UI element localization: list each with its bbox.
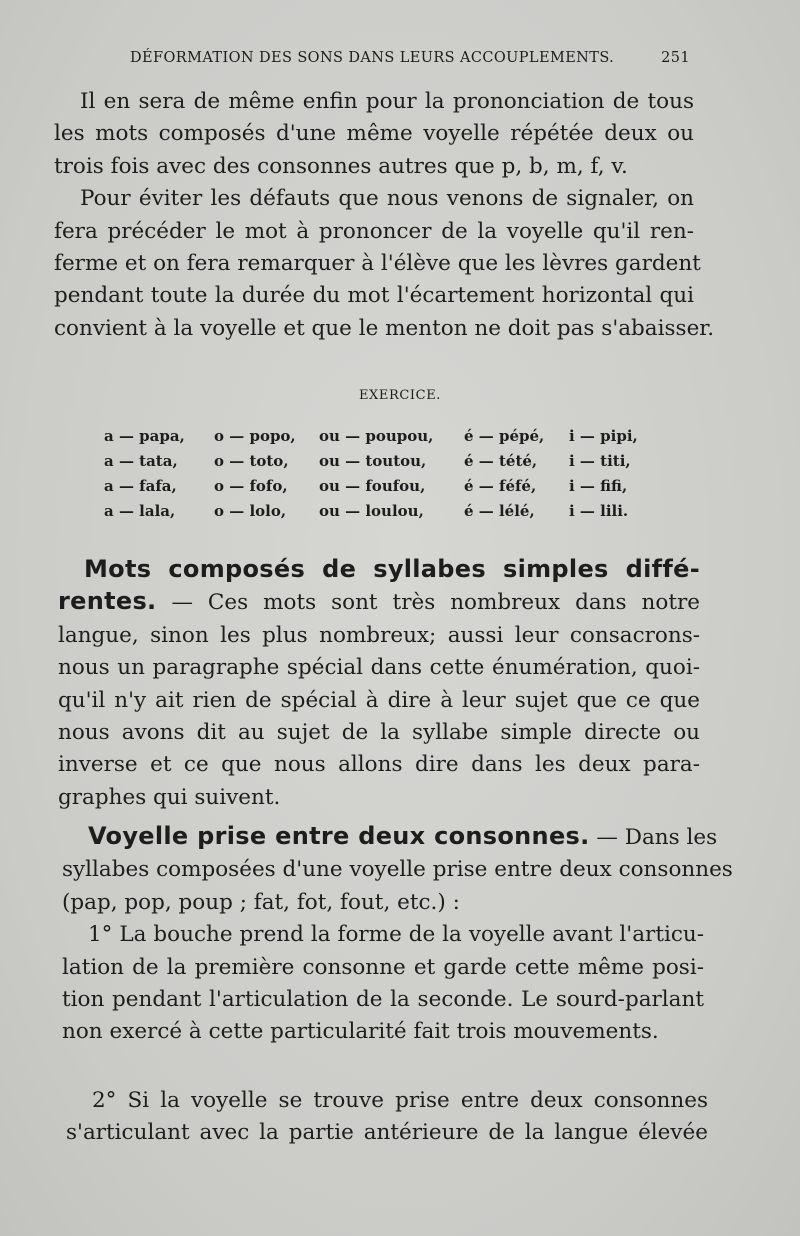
text-line: Pour éviter les défauts que nous venons de signaler, on bbox=[80, 186, 694, 212]
exercise-row bbox=[104, 499, 664, 524]
exercise-cell: o — lolo, bbox=[214, 502, 287, 520]
exercise-cell: é — lélé, bbox=[464, 502, 535, 520]
exercise-cell: i — lili. bbox=[569, 502, 629, 520]
exercise-cell: a — tata, bbox=[104, 452, 178, 470]
exercise-cell: é — pépé, bbox=[464, 427, 545, 445]
text-line: fera précéder le mot à prononcer de la voyelle qu'il ren- bbox=[54, 218, 694, 244]
text-line: (pap, pop, poup ; fat, fot, fout, etc.) : bbox=[62, 889, 460, 915]
exercise-cell: i — titi, bbox=[569, 452, 631, 470]
heading-rest: — Ces mots sont très nombreux dans notre bbox=[156, 590, 700, 616]
exercise-cell: a — lala, bbox=[104, 502, 176, 520]
text-line: ferme et on fera remarquer à l'élève que les lèvres gardent bbox=[54, 251, 701, 277]
exercise-cell: ou — loulou, bbox=[319, 502, 424, 520]
section-item-2 bbox=[66, 1085, 708, 1150]
text-line: graphes qui suivent. bbox=[58, 784, 281, 810]
text-line: langue, sinon les plus nombreux; aussi leur consacrons- bbox=[58, 622, 700, 648]
text-line: nous un paragraphe spécial dans cette énumération, quoi- bbox=[58, 655, 700, 681]
text-line: lation de la première consonne et garde cette même posi- bbox=[62, 954, 704, 980]
text-line: inverse et ce que nous allons dire dans les deux para- bbox=[58, 752, 700, 778]
text-line: les mots composés d'une même voyelle répétée deux ou bbox=[54, 121, 694, 147]
exercise-cell: ou — poupou, bbox=[319, 427, 434, 445]
text-line: s'articulant avec la partie antérieure de la langue élevée bbox=[66, 1120, 708, 1146]
section-heading: Mots composés de syllabes simples diffé- bbox=[84, 555, 700, 583]
exercise-cell: a — papa, bbox=[104, 427, 185, 445]
exercise-cell: o — fofo, bbox=[214, 477, 288, 495]
text-line: Il en sera de même enfin pour la prononciation de tous bbox=[80, 89, 694, 114]
page-number: 251 bbox=[661, 50, 690, 66]
text-line: syllabes composées d'une voyelle prise entre deux consonnes bbox=[62, 857, 733, 883]
text-line: convient à la voyelle et que le menton ne doit pas s'abaisser. bbox=[54, 315, 715, 341]
exercise-cell: i — pipi, bbox=[569, 427, 638, 445]
exercise-cell: a — fafa, bbox=[104, 477, 177, 495]
running-header bbox=[130, 50, 690, 66]
exercise-row bbox=[104, 424, 664, 449]
exercise-title: EXERCICE. bbox=[358, 388, 442, 403]
text-line: trois fois avec des consonnes autres que p, b, m, f, v. bbox=[54, 153, 628, 179]
section-heading-continued: rentes. bbox=[58, 587, 157, 616]
text-line: nous avons dit au sujet de la syllabe simple directe ou bbox=[58, 720, 700, 746]
exercise-cell: é — tété, bbox=[464, 452, 538, 470]
text-line: 1° La bouche prend la forme de la voyelle avant l'articu- bbox=[88, 922, 704, 948]
exercise-cell: é — féfé, bbox=[464, 477, 537, 495]
section-mots-composes bbox=[58, 553, 700, 814]
exercise-cell: i — fifi, bbox=[569, 477, 628, 495]
heading-rest: — Dans les bbox=[589, 825, 718, 850]
exercise-row bbox=[104, 474, 664, 499]
text-line: 2° Si la voyelle se trouve prise entre deux consonnes bbox=[92, 1088, 708, 1113]
text-line: non exercé à cette particularité fait trois mouvements. bbox=[62, 1019, 659, 1045]
exercise-cell: o — popo, bbox=[214, 427, 296, 445]
exercise-cell: o — toto, bbox=[214, 452, 289, 470]
text-line bbox=[62, 820, 718, 854]
exercise-cell: ou — toutou, bbox=[319, 452, 427, 470]
body-paragraphs-top bbox=[54, 86, 715, 345]
section-heading: Voyelle prise entre deux consonnes. bbox=[88, 822, 590, 850]
section-voyelle-consonnes bbox=[62, 820, 733, 1049]
exercise-cell: ou — foufou, bbox=[319, 477, 426, 495]
text-line: tion pendant l'articulation de la seconde. Le sourd-parlant bbox=[62, 987, 704, 1013]
text-line: qu'il n'y ait rien de spécial à dire à leur sujet que ce que bbox=[58, 687, 700, 713]
text-line: pendant toute la durée du mot l'écartement horizontal qui bbox=[54, 283, 694, 309]
text-line bbox=[58, 585, 700, 619]
exercise-table bbox=[104, 424, 664, 524]
running-title: DÉFORMATION DES SONS DANS LEURS ACCOUPLEMENTS. bbox=[130, 50, 615, 66]
exercise-row bbox=[104, 449, 664, 474]
